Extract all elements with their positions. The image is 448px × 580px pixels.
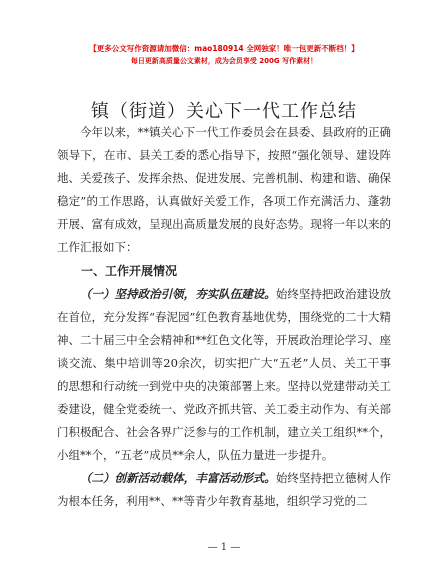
subsection-2-text: 始终坚持把立德树人作为根本任务，利用**、**等青少年教育基地，组织学习党的二 <box>57 471 392 508</box>
subsection-1-text: 始终坚持把政治建设放在首位，充分发挥“春泥园”红色教育基地优势，围绕党的二十大精神、二十届三中全会精神和**红色文化等，开展政治理论学习、座谈交流、集中培训等20余次，切实把广大“五老”人员、关工干事的思想和行动统一到党中央的决策部署上来。坚持以党建带动关工委建设，健全党委统一、党政齐抓共管、关工委主动作为、有关部门积极配合、社会各界广泛参与的工作机制，建立关工组织**个，小组**个，“五老”成员**余人，队伍力量进一步提升。 <box>57 287 392 462</box>
subsection-2-heading: （二）创新活动载体，丰富活动形式。 <box>80 471 276 485</box>
section-heading-1: 一、工作开展情况 <box>81 264 178 278</box>
page-number: — 1 — <box>207 542 241 553</box>
document-title: 镇（街道）关心下一代工作总结 <box>91 101 357 122</box>
subsection-2-paragraph <box>57 467 391 513</box>
promo-banner-line-1: 【更多公文写作资源请加微信：mao180914 全网独家！唯一包更新不断档！】 <box>89 44 359 53</box>
subsection-1-paragraph <box>57 283 391 467</box>
intro-paragraph: 今年以来，**镇关心下一代工作委员会在县委、县政府的正确领导下，在市、县关工委的悉心指导下，按照“强化领导、建设阵地、关爱孩子、发挥余热、促进发展、完善机制、构建和谐、确保稳定”的工作思路，认真做好关爱工作，各项工作充满活力、蓬勃开展、富有成效，呈现出高质量发展的良好态势。现将一年以来的工作汇报如下： <box>57 125 391 254</box>
document-body <box>57 121 391 513</box>
subsection-1-heading: （一）坚持政治引领，夯实队伍建设。 <box>80 287 276 301</box>
promo-banner-line-2: 每日更新高质量公文素材，成为会员享受 200G 写作素材！ <box>130 57 318 65</box>
